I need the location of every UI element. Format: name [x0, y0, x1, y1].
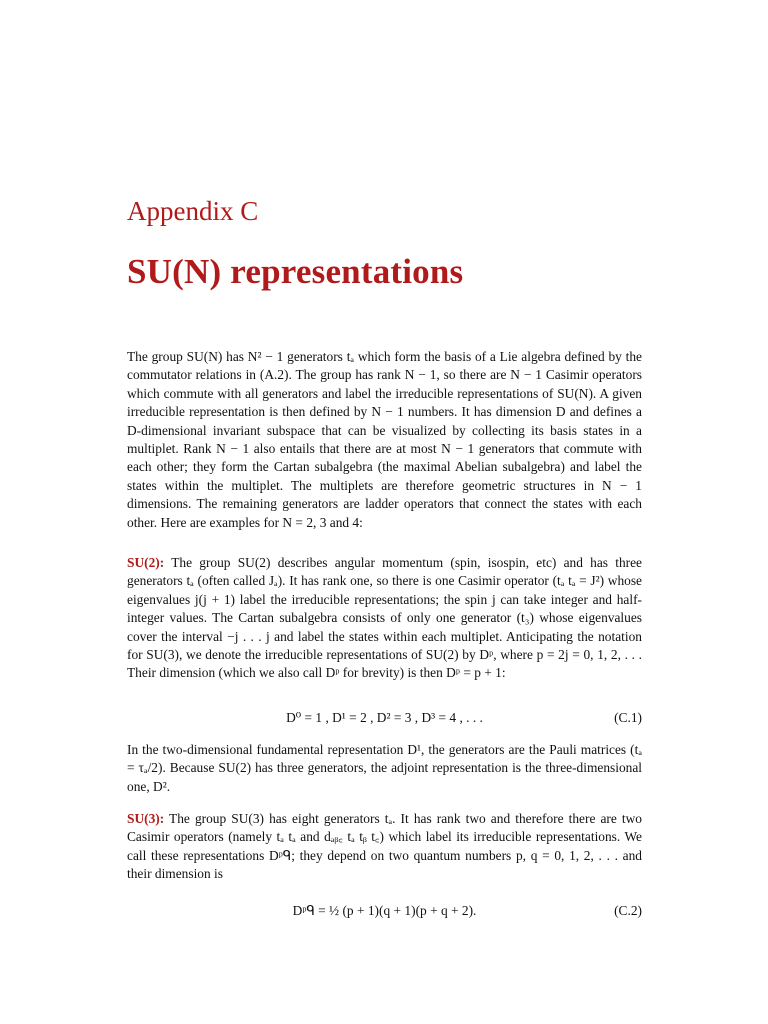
equation-c2-number: (C.2)	[614, 903, 642, 918]
intro-paragraph: The group SU(N) has N² − 1 generators tₐ which form the basis of a Lie algebra defined by the commutator relations in (A.2). The group has rank N − 1, so there are N − 1 Casimir operators which commute with all generators and label the irreducible representations of SU(N). A given irreducible representation is then defined by N − 1 numbers. It has dimension D and defines a D-dimensional invariant subspace that can be visualized by collecting its basis states in a multiplet. Rank N − 1 also entails that there are at most N − 1 generators that commute with each other; they form the Cartan subalgebra (the maximal Abelian subalgebra) and label the states within the multiplet. The multiplets are therefore geometric structures in N − 1 dimensions. The remaining generators are ladder operators that connect the states with each other. Here are examples for N = 2, 3 and 4:	[127, 349, 642, 530]
su2-lead-label: SU(2):	[127, 555, 165, 570]
equation-c1-body: D⁰ = 1 , D¹ = 2 , D² = 3 , D³ = 4 , . . .	[286, 710, 483, 725]
chapter-title: SU(N) representations	[127, 252, 464, 291]
su3-paragraph-text: The group SU(3) has eight generators tₐ. It has rank two and therefore there are two Casimir operators (namely tₐ tₐ and dₐᵦ꜀ tₐ tᵦ t꜀) which label its irreducible representations. We call these representations Dᵖᑫ; they depend on two quantum numbers p, q = 0, 1, 2, . . . and their dimension is	[127, 811, 642, 882]
su3-paragraph	[127, 810, 642, 884]
su3-lead-label: SU(3):	[127, 811, 165, 826]
equation-c1-number: (C.1)	[614, 710, 642, 725]
equation-c2	[127, 891, 642, 931]
pauli-paragraph: In the two-dimensional fundamental representation D¹, the generators are the Pauli matrices (tₐ = τₐ/2). Because SU(2) has three generators, the adjoint representation is the three-dimensional one, D².	[127, 742, 642, 794]
equation-c2-body: Dᵖᑫ = ½ (p + 1)(q + 1)(p + q + 2).	[292, 903, 477, 918]
su2-paragraph-text: The group SU(2) describes angular momentum (spin, isospin, etc) and has three generators tₐ (often called Jₐ). It has rank one, so there is one Casimir operator (tₐ tₐ = J²) whose eigenvalues j(j + 1) label the irreducible representations; the spin j can take integer and half-integer values. The Cartan subalgebra consists of only one generator (t₃) whose eigenvalues cover the interval −j . . . j and label the states within each multiplet. Anticipating the notation for SU(3), we denote the irreducible representations of SU(2) by Dᵖ, where p = 2j = 0, 1, 2, . . . Their dimension (which we also call Dᵖ for brevity) is then Dᵖ = p + 1:	[127, 555, 642, 681]
su2-paragraph	[127, 554, 642, 683]
appendix-label: Appendix C	[127, 196, 259, 226]
